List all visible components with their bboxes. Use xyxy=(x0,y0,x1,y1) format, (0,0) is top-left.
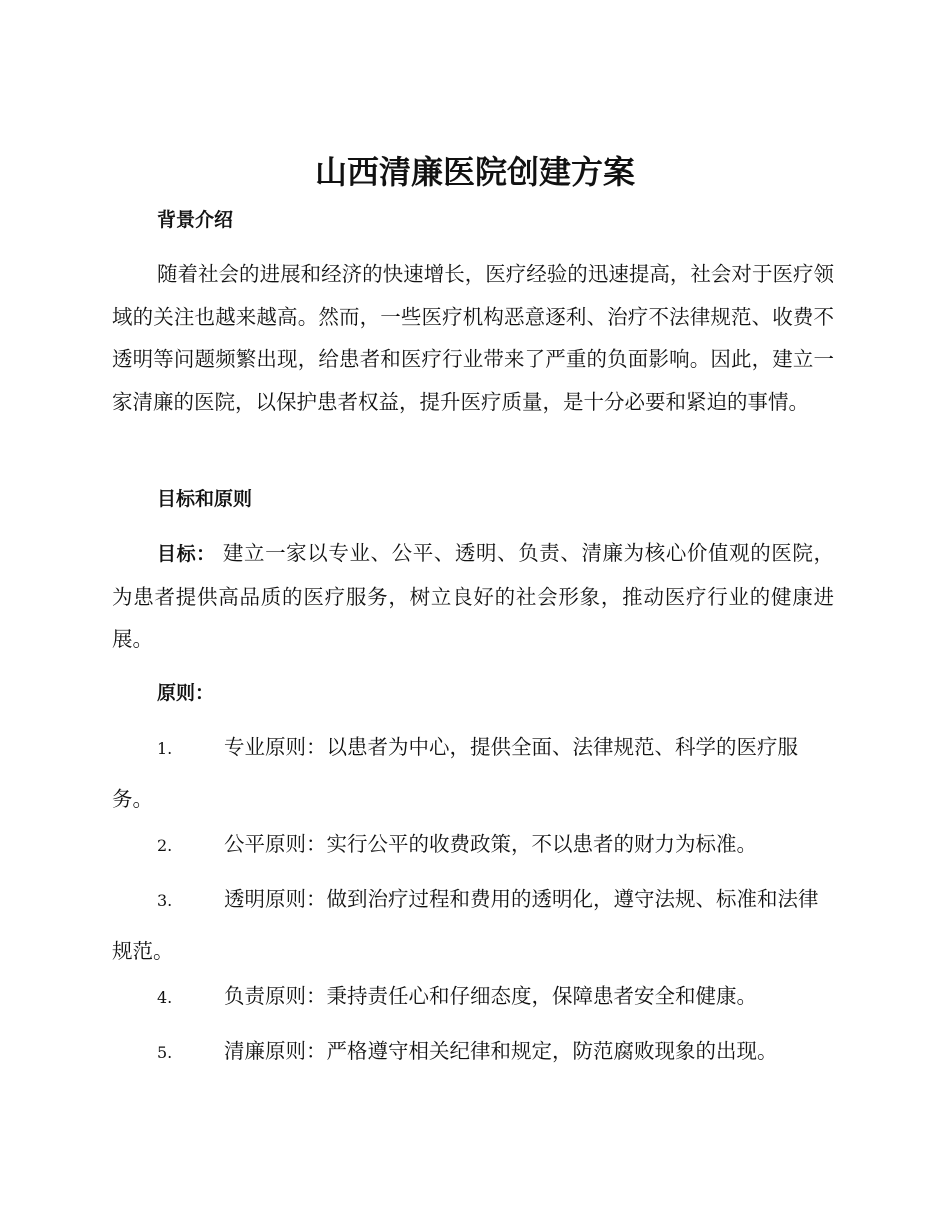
goal-label: 目标： xyxy=(157,543,216,565)
list-number: 1. xyxy=(157,739,173,758)
goal-paragraph xyxy=(112,532,834,661)
principle-item xyxy=(112,1026,834,1078)
list-number: 2. xyxy=(157,836,173,855)
list-number: 4. xyxy=(157,988,173,1007)
principle-item xyxy=(112,971,834,1023)
document-title: 山西清廉医院创建方案 xyxy=(314,153,635,191)
principle-item xyxy=(112,874,834,977)
list-number: 5. xyxy=(157,1043,173,1062)
principle-text: 专业原则：以患者为中心，提供全面、法律规范、科学的医疗服务。 xyxy=(112,735,798,811)
principle-item xyxy=(112,819,834,871)
list-number: 3. xyxy=(157,891,173,910)
principle-item xyxy=(112,722,834,825)
principle-text: 透明原则：做到治疗过程和费用的透明化，遵守法规、标准和法律规范。 xyxy=(112,887,819,963)
principles-heading: 原则： xyxy=(157,682,215,704)
section-heading-goals: 目标和原则 xyxy=(157,488,253,510)
principle-text: 负责原则：秉持责任心和仔细态度，保障患者安全和健康。 xyxy=(224,984,757,1008)
goal-text: 建立一家以专业、公平、透明、负责、清廉为核心价值观的医院，为患者提供高品质的医疗服务，树立良好的社会形象，推动医疗行业的健康进展。 xyxy=(112,541,834,651)
principle-text: 公平原则：实行公平的收费政策，不以患者的财力为标准。 xyxy=(224,832,757,856)
background-paragraph: 随着社会的进展和经济的快速增长，医疗经验的迅速提高，社会对于医疗领域的关注也越来越高。然而，一些医疗机构恶意逐利、治疗不法律规范、收费不透明等问题频繁出现，给患者和医疗行业带来了严重的负面影响。因此，建立一家清廉的医院，以保护患者权益，提升医疗质量，是十分必要和紧迫的事情。 xyxy=(112,262,834,414)
section-heading-background: 背景介绍 xyxy=(157,209,234,231)
principle-text: 清廉原则：严格遵守相关纪律和规定，防范腐败现象的出现。 xyxy=(224,1039,778,1063)
